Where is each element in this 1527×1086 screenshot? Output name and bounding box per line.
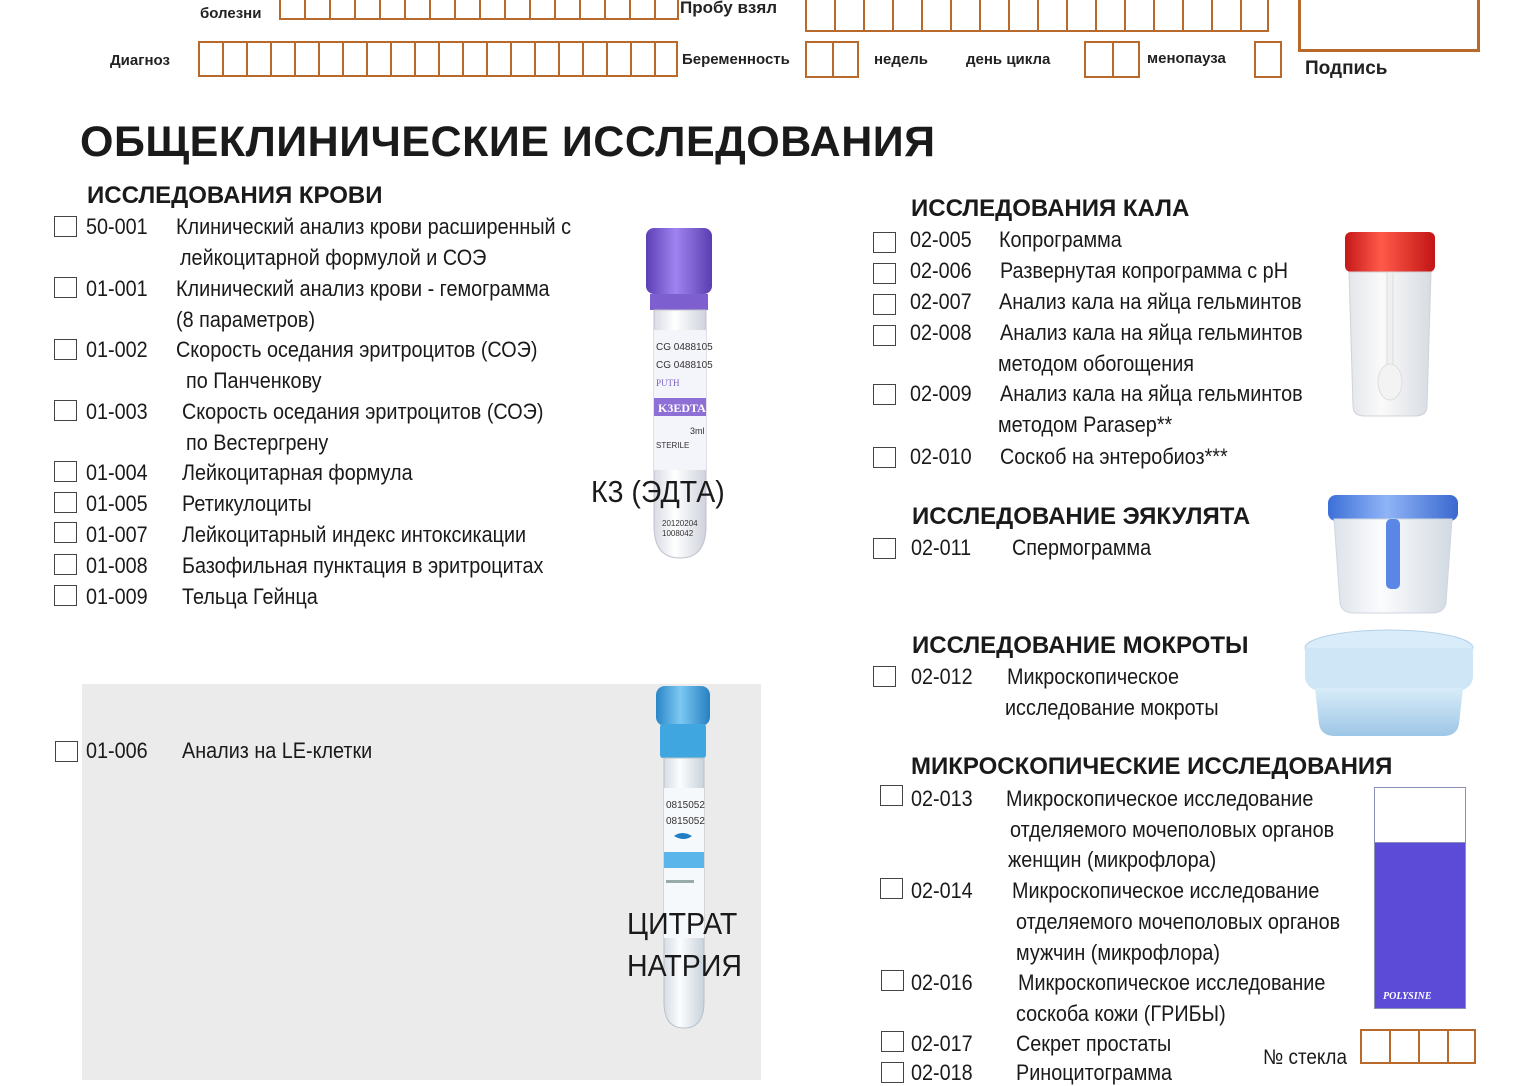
test-name-cont: мужчин (микрофлора) <box>1016 940 1221 965</box>
test-name: Анализ кала на яйца гельминтов <box>1000 320 1303 345</box>
edta-tube-image <box>640 226 720 566</box>
semen-container-image <box>1326 493 1460 615</box>
pregnancy-weeks-boxes[interactable] <box>805 41 859 78</box>
micro-section-title: МИКРОСКОПИЧЕСКИЕ ИССЛЕДОВАНИЯ <box>911 753 1393 780</box>
checkbox[interactable] <box>881 970 904 991</box>
test-name: Спермограмма <box>1012 535 1152 560</box>
citrate-tube-label-line2: НАТРИЯ <box>627 948 742 983</box>
page-title: ОБЩЕКЛИНИЧЕСКИЕ ИССЛЕДОВАНИЯ <box>80 118 936 166</box>
checkbox[interactable] <box>873 263 896 284</box>
tube-print: 3ml <box>690 426 705 436</box>
menopause-box[interactable] <box>1254 41 1282 78</box>
slide-brand: POLYSINE <box>1383 991 1432 1002</box>
tube-print: CG 0488105 <box>656 360 713 371</box>
test-name: Лейкоцитарная формула <box>182 460 413 485</box>
test-name: Клинический анализ крови - гемограмма <box>176 276 550 301</box>
test-code: 01-008 <box>86 553 148 578</box>
diagnosis-label: Диагноз <box>110 52 170 69</box>
slide-number-boxes[interactable] <box>1360 1029 1476 1064</box>
tube-print: K3EDTA <box>658 401 706 415</box>
test-name-cont: по Панченкову <box>186 368 322 393</box>
test-code: 02-018 <box>911 1060 973 1085</box>
test-name: Соскоб на энтеробиоз*** <box>1000 444 1228 469</box>
test-name: Скорость оседания эритроцитов (СОЭ) <box>176 337 538 362</box>
sputum-section-title: ИССЛЕДОВАНИЕ МОКРОТЫ <box>912 632 1249 659</box>
test-code: 01-006 <box>86 738 148 763</box>
test-code: 01-002 <box>86 337 148 362</box>
diagnosis-field-boxes[interactable] <box>198 41 678 77</box>
test-name: Микроскопическое исследование <box>1006 786 1314 811</box>
tube-print: CG 0488105 <box>656 342 713 353</box>
test-name: Клинический анализ крови расширенный с <box>176 214 572 239</box>
test-name: Развернутая копрограмма с pH <box>1000 258 1288 283</box>
test-code: 02-014 <box>911 878 973 903</box>
checkbox[interactable] <box>55 741 78 762</box>
test-code: 01-004 <box>86 460 148 485</box>
tube-print: 20120204 <box>662 519 698 528</box>
ejaculate-section-title: ИССЛЕДОВАНИЕ ЭЯКУЛЯТА <box>912 503 1251 530</box>
checkbox[interactable] <box>873 538 896 559</box>
test-name: Микроскопическое исследование <box>1018 970 1326 995</box>
checkbox[interactable] <box>54 277 77 298</box>
checkbox[interactable] <box>881 1031 904 1052</box>
tube-print: PUTH <box>656 378 680 388</box>
checkbox[interactable] <box>880 878 903 899</box>
checkbox[interactable] <box>54 522 77 543</box>
checkbox[interactable] <box>873 294 896 315</box>
test-name-cont: методом обогощения <box>998 351 1195 376</box>
test-name-cont: (8 параметров) <box>176 307 316 332</box>
sample-taken-label: Пробу взял <box>680 0 778 17</box>
test-name: Микроскопическое исследование <box>1012 878 1320 903</box>
test-name: Анализ кала на яйца гельминтов <box>1000 381 1303 406</box>
test-name: Тельца Гейнца <box>182 584 318 609</box>
checkbox[interactable] <box>54 585 77 606</box>
checkbox[interactable] <box>54 400 77 421</box>
checkbox[interactable] <box>873 447 896 468</box>
signature-label: Подпись <box>1305 58 1388 79</box>
test-code: 02-016 <box>911 970 973 995</box>
sample-taken-field-boxes[interactable] <box>805 0 1269 32</box>
pregnancy-label: Беременность <box>682 51 790 68</box>
checkbox[interactable] <box>54 492 77 513</box>
test-code: 02-012 <box>911 664 973 689</box>
test-code: 02-008 <box>910 320 972 345</box>
tube-print: 0815052 <box>666 800 705 811</box>
checkbox[interactable] <box>54 461 77 482</box>
test-code: 02-011 <box>911 535 972 560</box>
test-code: 01-005 <box>86 491 148 516</box>
test-code: 02-007 <box>910 289 972 314</box>
test-name: Риноцитограмма <box>1016 1060 1172 1085</box>
test-name: Лейкоцитарный индекс интоксикации <box>182 522 527 547</box>
weeks-label: недель <box>874 51 929 68</box>
test-name: Анализ кала на яйца гельминтов <box>999 289 1302 314</box>
cycle-day-label: день цикла <box>966 51 1051 68</box>
tube-print: 0815052 <box>666 816 705 827</box>
test-name-cont: соскоба кожи (ГРИБЫ) <box>1016 1001 1226 1026</box>
test-name-cont: методом Parasep** <box>998 412 1173 437</box>
test-name-cont: женщин (микрофлора) <box>1008 847 1217 872</box>
checkbox[interactable] <box>54 339 77 360</box>
test-name: Копрограмма <box>999 227 1122 252</box>
tube-print: 1008042 <box>662 529 694 538</box>
sputum-container-image <box>1303 628 1475 740</box>
test-code: 50-001 <box>86 214 148 239</box>
test-code: 01-003 <box>86 399 148 424</box>
test-name: Ретикулоциты <box>182 491 312 516</box>
test-name: Секрет простаты <box>1016 1031 1172 1056</box>
test-code: 02-013 <box>911 786 973 811</box>
test-code: 02-006 <box>910 258 972 283</box>
checkbox[interactable] <box>880 785 903 806</box>
menopause-label: менопауза <box>1147 50 1226 67</box>
stool-section-title: ИССЛЕДОВАНИЯ КАЛА <box>911 195 1190 222</box>
test-name: Микроскопическое <box>1007 664 1179 689</box>
test-code: 01-009 <box>86 584 148 609</box>
checkbox[interactable] <box>54 216 77 237</box>
illness-label: болезни <box>200 5 262 22</box>
edta-tube-label: К3 (ЭДТА) <box>591 474 725 509</box>
test-code: 02-005 <box>910 227 972 252</box>
test-name-cont: отделяемого мочеполовых органов <box>1010 817 1335 842</box>
checkbox[interactable] <box>873 325 896 346</box>
test-name-cont: исследование мокроты <box>1005 695 1219 720</box>
test-name-cont: по Вестергрену <box>186 430 329 455</box>
checkbox[interactable] <box>873 384 896 405</box>
citrate-tube-label-line1: ЦИТРАТ <box>627 906 738 941</box>
checkbox[interactable] <box>54 554 77 575</box>
tube-print: STERILE <box>656 441 690 450</box>
cycle-day-boxes[interactable] <box>1084 41 1140 78</box>
test-name-cont: лейкоцитарной формулой и СОЭ <box>180 245 487 270</box>
illness-field-boxes[interactable] <box>279 0 679 20</box>
test-code: 02-017 <box>911 1031 973 1056</box>
blood-section-title: ИССЛЕДОВАНИЯ КРОВИ <box>87 182 383 209</box>
test-name-cont: отделяемого мочеполовых органов <box>1016 909 1341 934</box>
checkbox[interactable] <box>873 666 896 687</box>
test-name: Анализ на LE-клетки <box>182 738 373 763</box>
slide-number-label: № стекла <box>1263 1046 1347 1069</box>
microscope-slide-image <box>1374 787 1466 1009</box>
test-code: 02-010 <box>910 444 972 469</box>
checkbox[interactable] <box>873 232 896 253</box>
stool-container-image <box>1343 230 1437 420</box>
test-code: 01-001 <box>86 276 148 301</box>
test-name: Скорость оседания эритроцитов (СОЭ) <box>182 399 544 424</box>
test-code: 02-009 <box>910 381 972 406</box>
signature-box[interactable] <box>1298 0 1480 52</box>
test-code: 01-007 <box>86 522 148 547</box>
test-name: Базофильная пунктация в эритроцитах <box>182 553 544 578</box>
